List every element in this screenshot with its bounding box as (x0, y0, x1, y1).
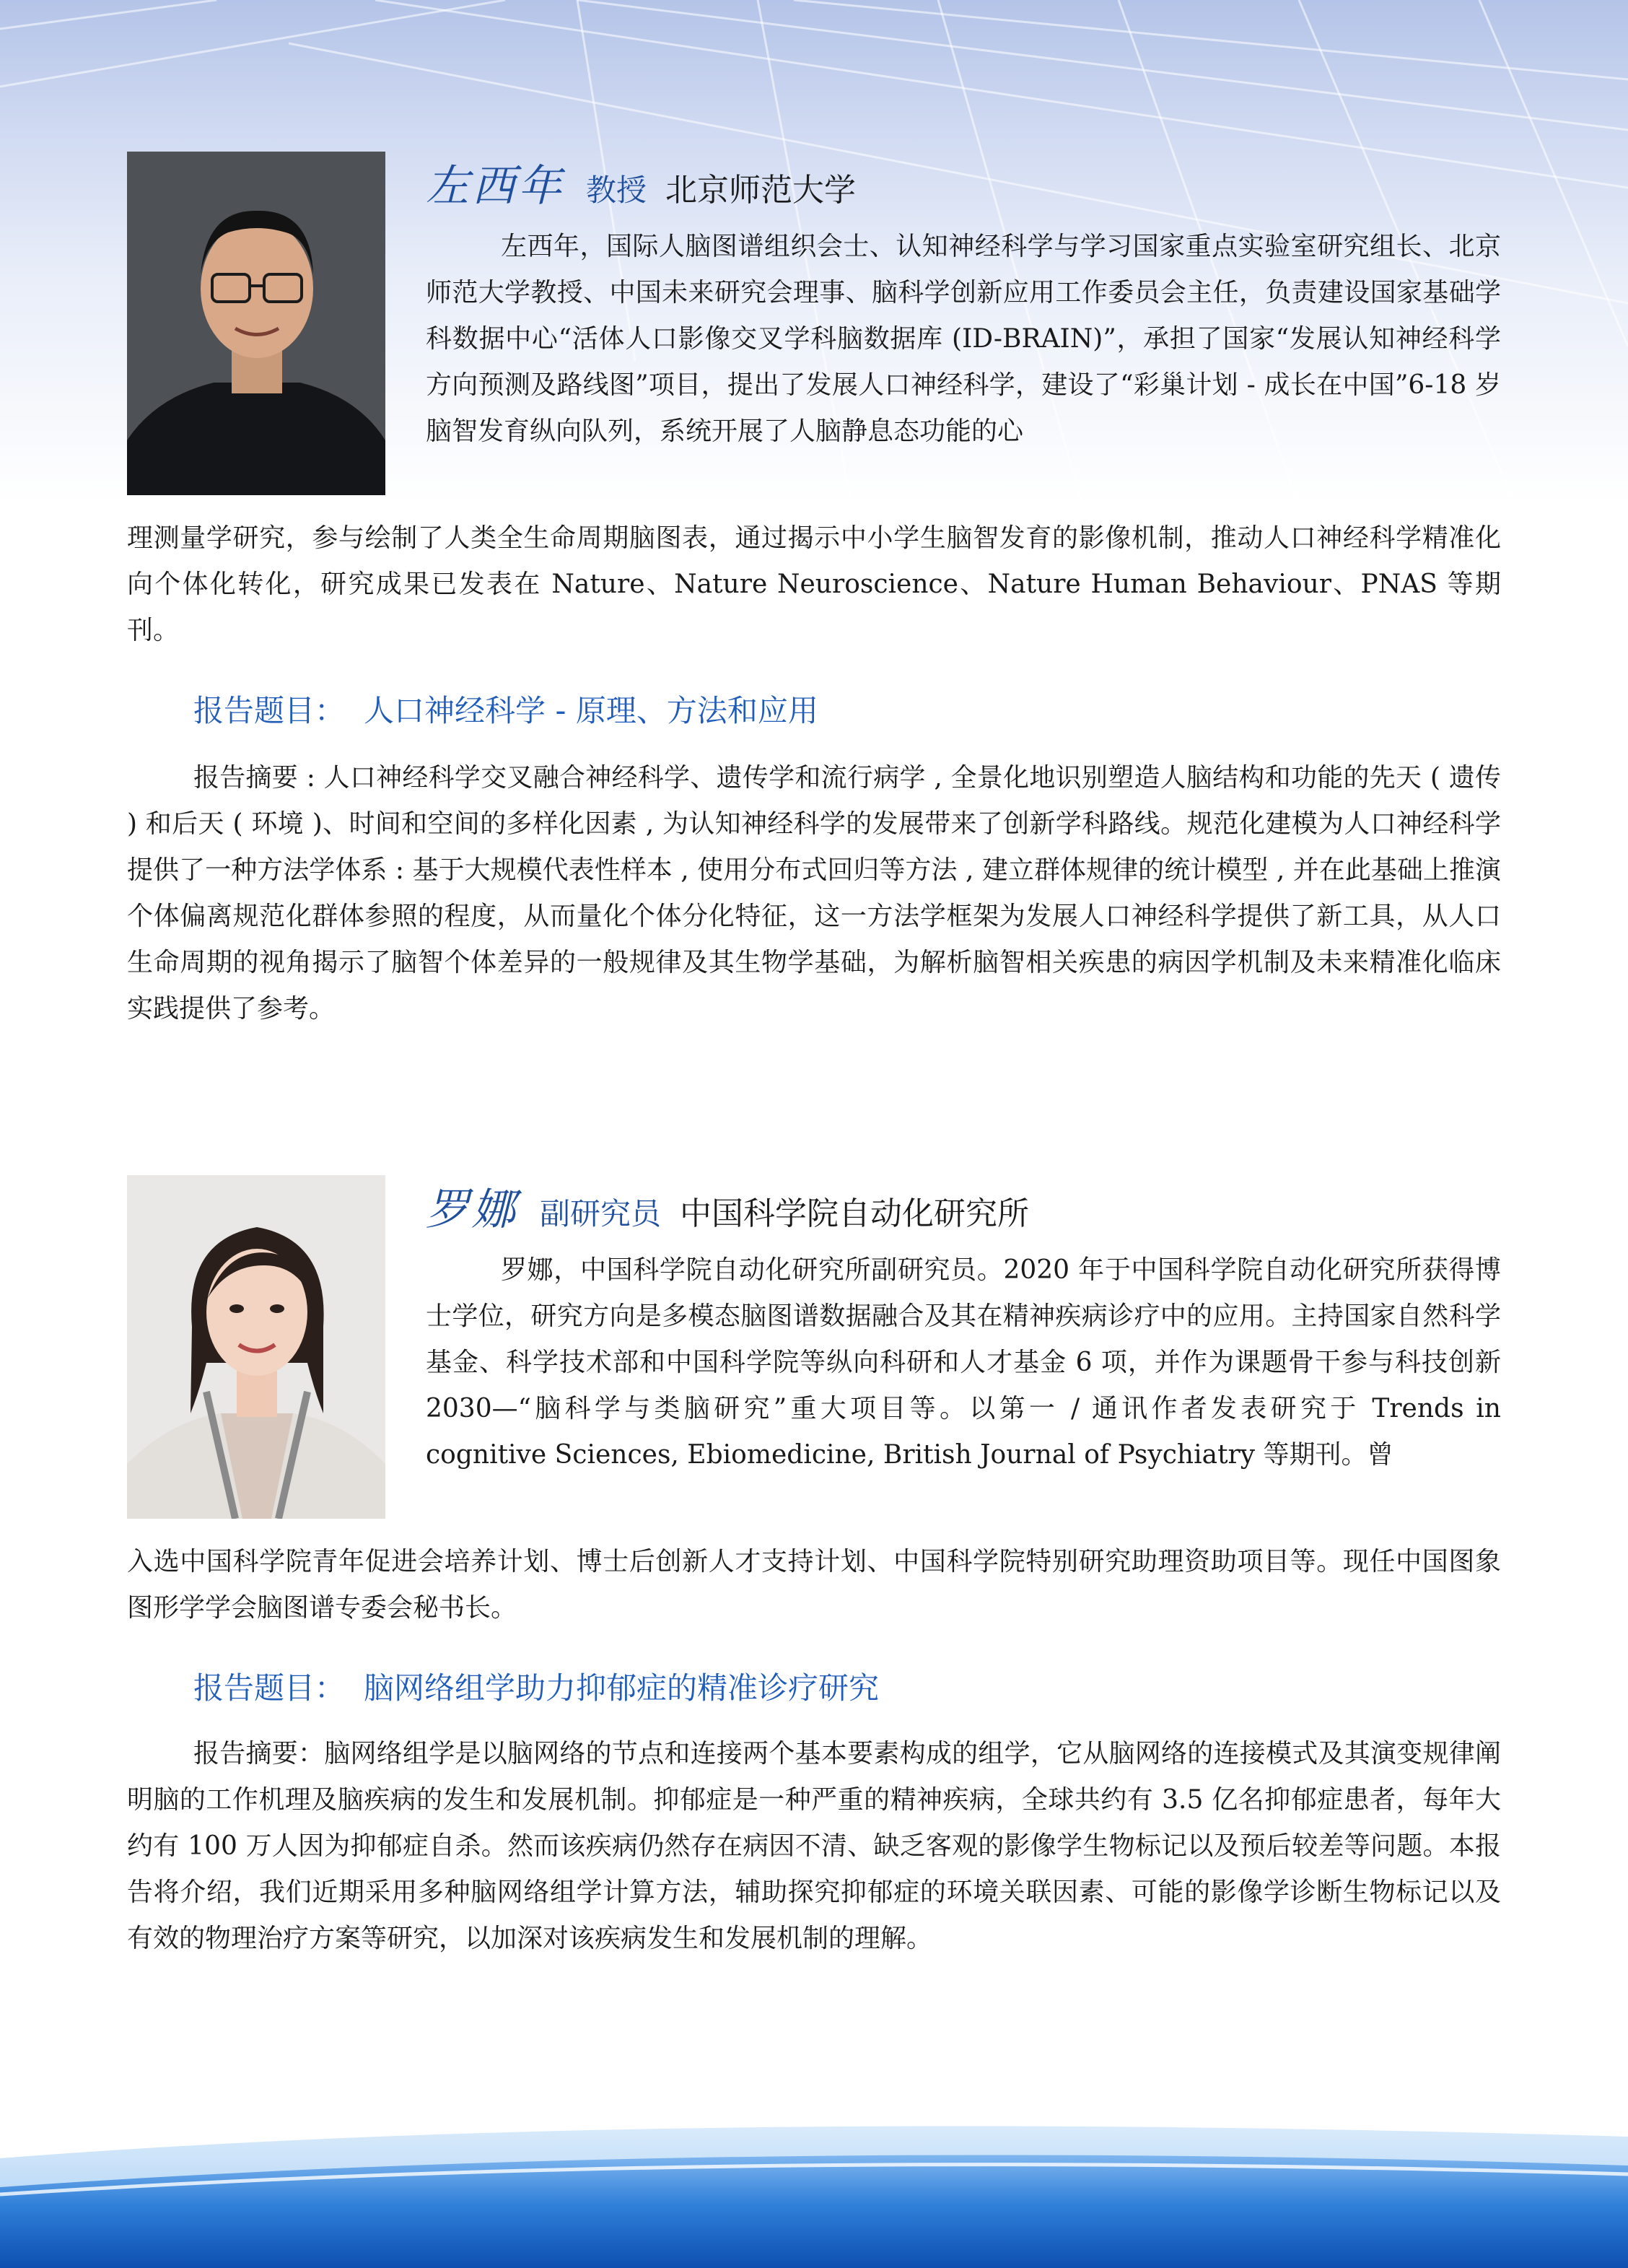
report-topic (193, 687, 818, 730)
footer-wave-decoration (0, 2108, 1628, 2268)
speaker-bio-continued: 入选中国科学院青年促进会培养计划、博士后创新人才支持计划、中国科学院特别研究助理资助项目等。现任中国图象图形学学会脑图谱专委会秘书长。 (127, 1547, 1501, 1623)
report-topic-label: 报告题目： (193, 1670, 346, 1706)
speaker-photo (127, 1175, 385, 1519)
speaker-name: 左西年 (426, 161, 564, 211)
report-abstract: 报告摘要：脑网络组学是以脑网络的节点和连接两个基本要素构成的组学，它从脑网络的连接模式及其演变规律阐明脑的工作机理及脑疾病的发生和发展机制。抑郁症是一种严重的精神疾病，全球共约有 3.5 亿名抑郁症患者，每年大约有 100 万人因为抑郁症自杀。然而该疾病仍然存在病因不清、缺乏客观的影像学生物标记以及预后较差等问题。本报告将介绍，我们近期采用多种脑网络组学计算方法，辅助探究抑郁症的环境关联因素、可能的影像学诊断生物标记以及有效的物理治疗方案等研究，以加深对该疾病发生和发展机制的理解。 (127, 1739, 1501, 1953)
report-topic-title: 人口神经科学 - 原理、方法和应用 (364, 693, 818, 728)
speaker-photo (127, 152, 385, 495)
speaker-header (426, 1175, 1029, 1240)
speaker-name: 罗娜 (426, 1185, 518, 1235)
speaker-bio-continued: 理测量学研究，参与绘制了人类全生命周期脑图表，通过揭示中小学生脑智发育的影像机制，推动人口神经科学精准化向个体化转化，研究成果已发表在 Nature、Nature Neuroscience、Nature Human Behaviour、PNAS 等期刊。 (127, 523, 1501, 645)
report-topic-title: 脑网络组学助力抑郁症的精准诊疗研究 (364, 1670, 880, 1706)
speaker-header (426, 152, 856, 217)
speaker-title: 教授 (586, 173, 647, 208)
report-topic-label: 报告题目： (193, 693, 346, 728)
report-topic (193, 1665, 879, 1708)
speaker-organization: 中国科学院自动化研究所 (680, 1195, 1030, 1232)
portrait-man-image (127, 152, 385, 495)
speaker-bio-wrapped: 左西年，国际人脑图谱组织会士、认知神经科学与学习国家重点实验室研究组长、北京师范大学教授、中国未来研究会理事、脑科学创新应用工作委员会主任，负责建设国家基础学科数据中心“活体人口影像交叉学科脑数据库 (ID-BRAIN)”，承担了国家“发展认知神经科学方向预测及路线图”项目，提出了发展人口神经科学，建设了“彩巢计划 - 成长在中国”6-18 岁脑智发育纵向队列，系统开展了人脑静息态功能的心 (426, 232, 1501, 446)
speaker-organization: 北京师范大学 (665, 172, 857, 209)
speaker-title: 副研究员 (540, 1196, 662, 1231)
report-abstract: 报告摘要 : 人口神经科学交叉融合神经科学、遗传学和流行病学 , 全景化地识别塑造人脑结构和功能的先天 ( 遗传 ) 和后天 ( 环境 )、时间和空间的多样化因素 , 为认知神经科学的发展带来了创新学科路线。规范化建模为人口神经科学提供了一种方法学体系 : 基于大规模代表性样本 , 使用分布式回归等方法 , 建立群体规律的统计模型 , 并在此基础上推演个体偏离规范化群体参照的程度，从而量化个体分化特征，这一方法学框架为发展人口神经科学提供了新工具，从人口生命周期的视角揭示了脑智个体差异的一般规律及其生物学基础，为解析脑智相关疾患的病因学机制及未来精准化临床实践提供了参考。 (127, 763, 1501, 1024)
portrait-woman-image (127, 1175, 385, 1519)
speaker-bio-wrapped: 罗娜，中国科学院自动化研究所副研究员。2020 年于中国科学院自动化研究所获得博士学位，研究方向是多模态脑图谱数据融合及其在精神疾病诊疗中的应用。主持国家自然科学基金、科学技术部和中国科学院等纵向科研和人才基金 6 项，并作为课题骨干参与科技创新 2030—“脑科学与类脑研究”重大项目等。以第一 / 通讯作者发表研究于 Trends in cognitive Sciences, Ebiomedicine, British Journal of Psychiatry 等期刊。曾 (426, 1255, 1501, 1470)
